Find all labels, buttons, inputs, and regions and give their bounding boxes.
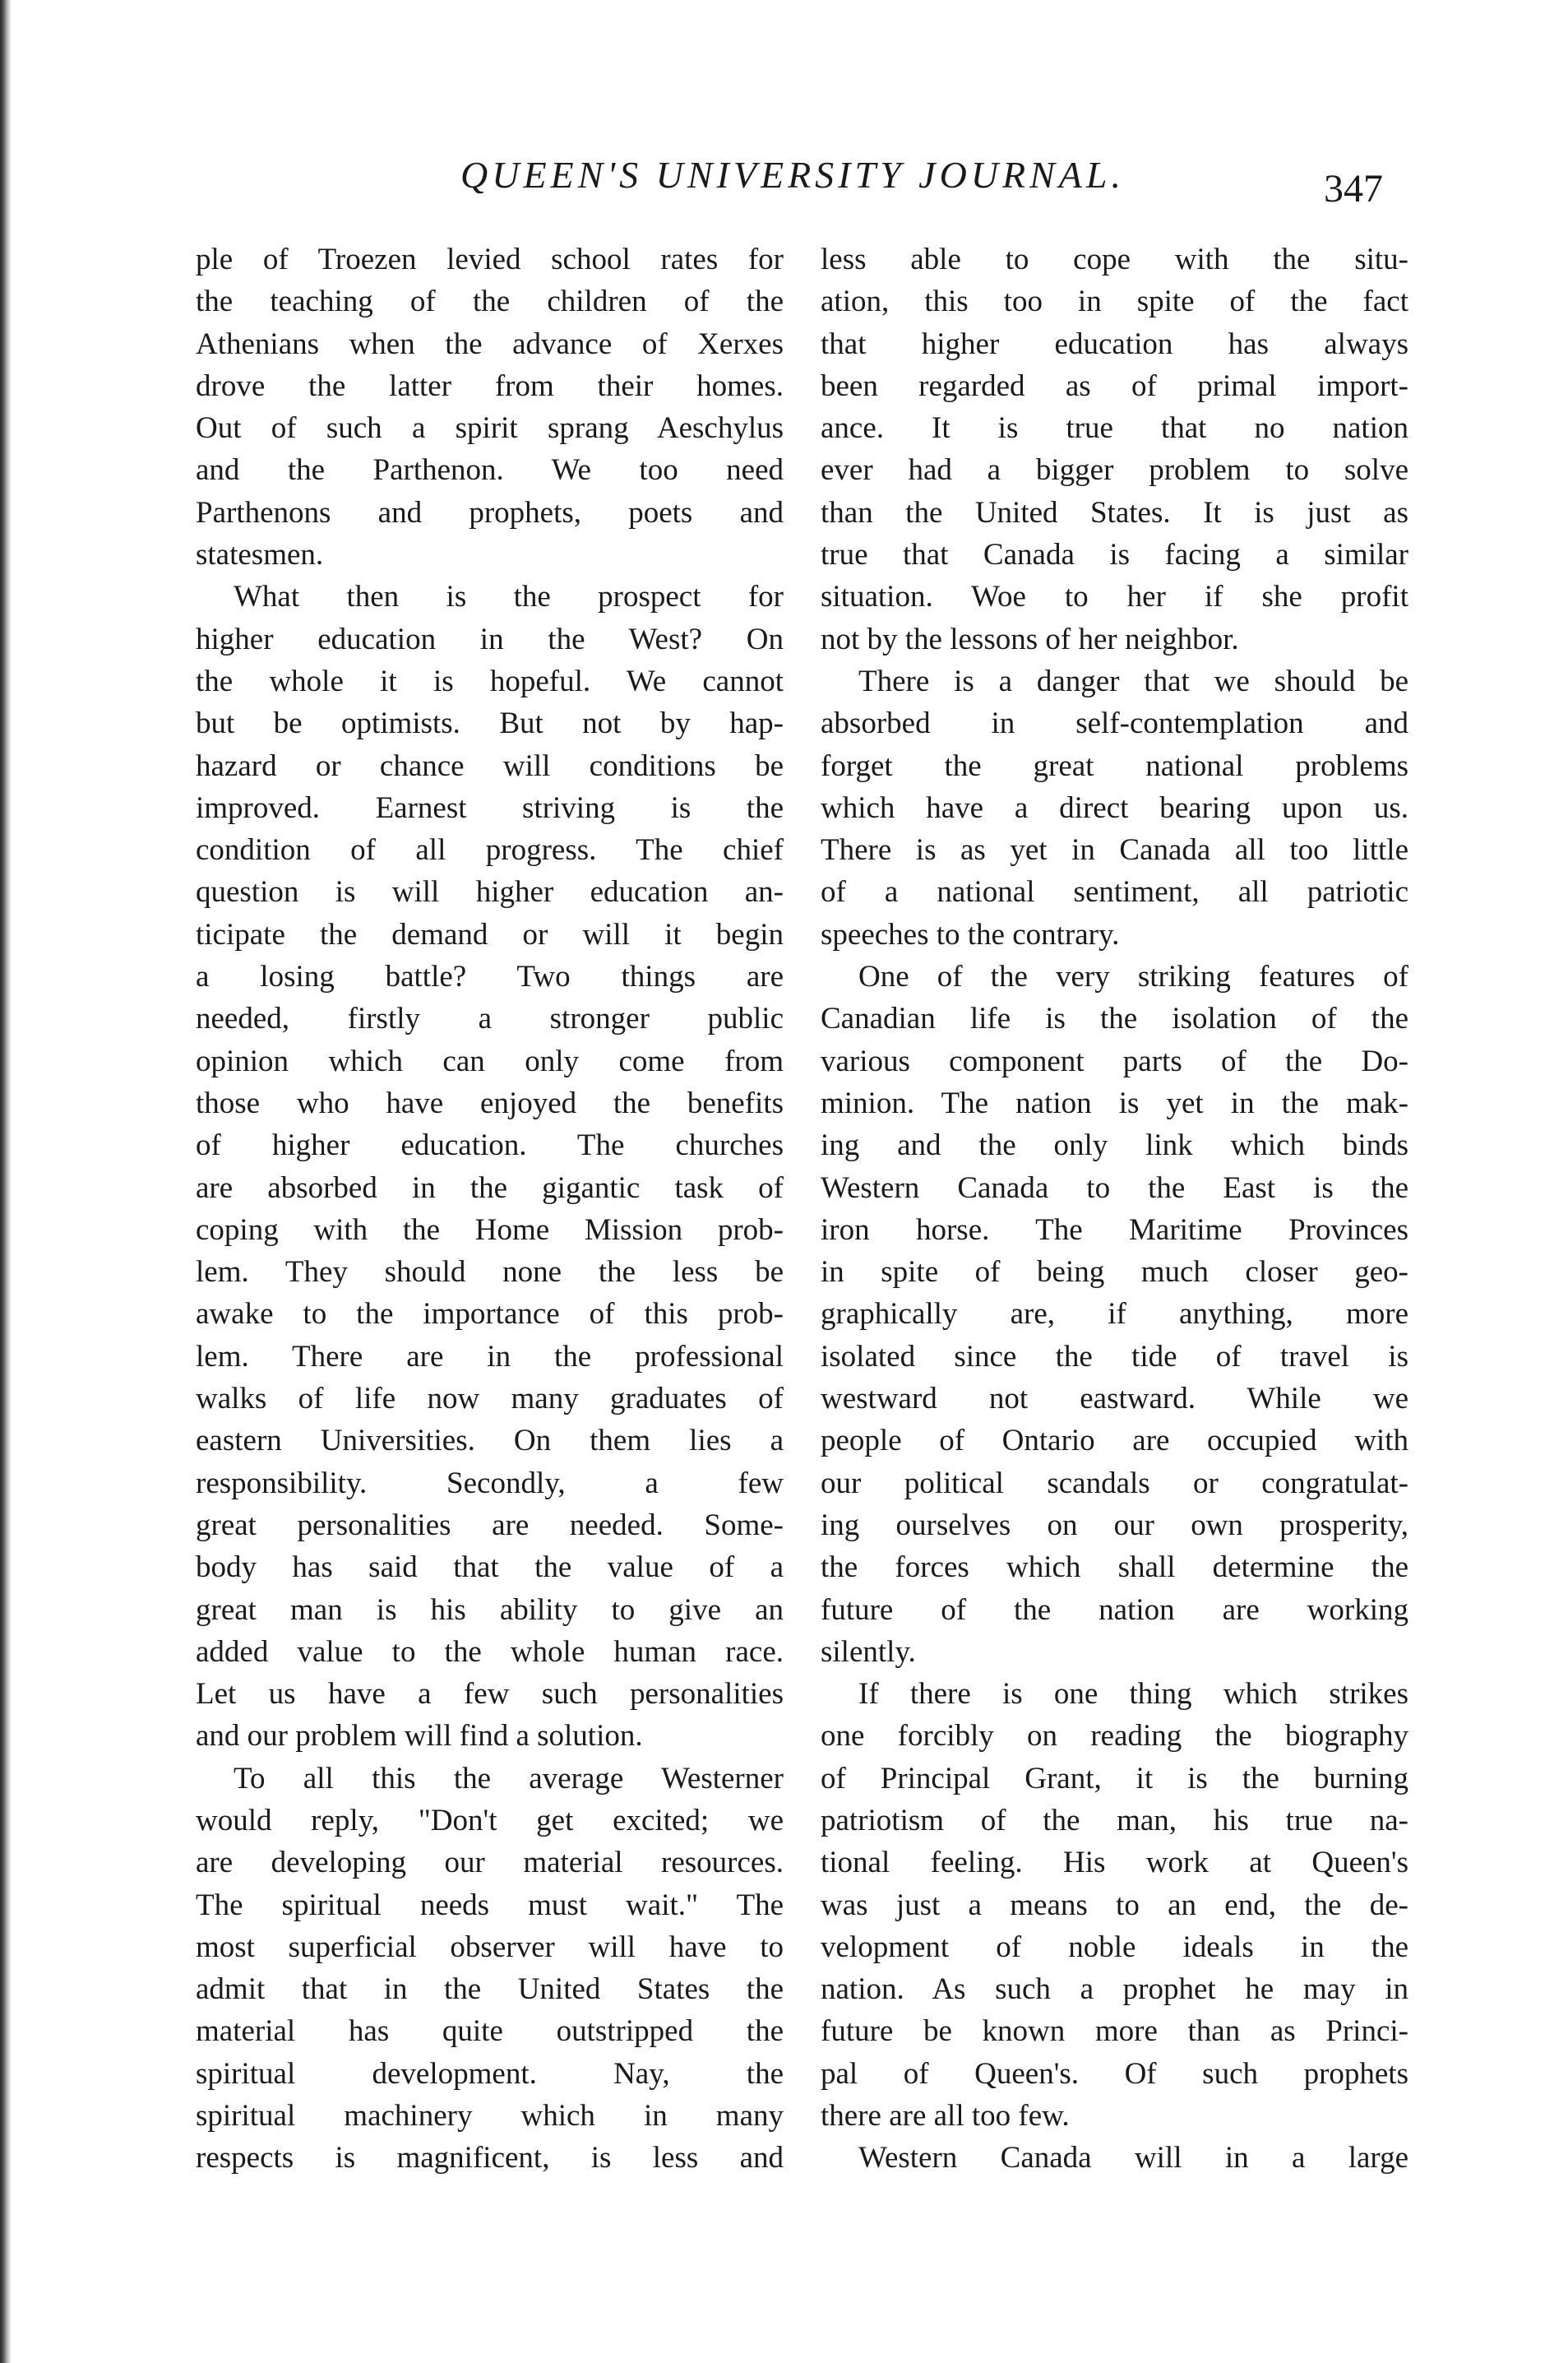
text-line: future of the nation are working	[821, 1592, 1408, 1627]
text-line: There is as yet in Canada all too little	[821, 833, 1408, 868]
text-line: Parthenons and prophets, poets and	[196, 495, 784, 530]
text-line: body has said that the value of a	[196, 1550, 784, 1585]
text-line: ance. It is true that no nation	[821, 411, 1408, 446]
text-line: nation. As such a prophet he may in	[821, 1972, 1408, 2007]
text-line: admit that in the United States the	[196, 1972, 784, 2007]
text-line: patriotism of the man, his true na-	[821, 1803, 1408, 1837]
text-line: would reply, "Don't get excited; we	[196, 1803, 784, 1837]
text-line: ing and the only link which binds	[821, 1128, 1408, 1163]
text-line: a losing battle? Two things are	[196, 960, 784, 994]
text-line: responsibility. Secondly, a few	[196, 1466, 784, 1500]
text-line: needed, firstly a stronger public	[196, 1002, 784, 1036]
text-line: There is a danger that we should be	[858, 664, 1408, 698]
text-line: minion. The nation is yet in the mak-	[821, 1086, 1408, 1120]
text-line: ation, this too in spite of the fact	[821, 285, 1408, 319]
text-line: than the United States. It is just as	[821, 495, 1408, 530]
text-line: various component parts of the Do-	[821, 1044, 1408, 1078]
text-line: not by the lessons of her neighbor.	[821, 622, 1239, 656]
text-line: Let us have a few such personalities	[196, 1677, 784, 1712]
text-line: isolated since the tide of travel is	[821, 1339, 1408, 1374]
text-line: The spiritual needs must wait." The	[196, 1888, 784, 1922]
text-line: less able to cope with the situ-	[821, 243, 1408, 276]
text-line: walks of life now many graduates of	[196, 1382, 784, 1416]
text-line: the whole it is hopeful. We cannot	[196, 664, 784, 698]
text-line: been regarded as of primal import-	[821, 368, 1408, 403]
text-line: What then is the prospect for	[234, 580, 784, 614]
text-line: eastern Universities. On them lies a	[196, 1424, 784, 1458]
text-line: silently.	[821, 1634, 916, 1669]
text-line: absorbed in self-contemplation and	[821, 707, 1408, 741]
text-line: speeches to the contrary.	[821, 917, 1120, 952]
text-line: situation. Woe to her if she profit	[821, 580, 1408, 614]
page-edge-shadow	[0, 0, 12, 2363]
text-line: those who have enjoyed the benefits	[196, 1086, 784, 1120]
text-line: of a national sentiment, all patriotic	[821, 875, 1408, 910]
text-line: hazard or chance will conditions be	[196, 748, 784, 783]
text-line: most superficial observer will have to	[196, 1930, 784, 1964]
text-line: improved. Earnest striving is the	[196, 790, 784, 825]
text-line: respects is magnificent, is less and	[196, 2141, 784, 2175]
text-line: To all this the average Westerner	[234, 1761, 784, 1795]
text-line: condition of all progress. The chief	[196, 833, 784, 868]
text-line: which have a direct bearing upon us.	[821, 790, 1408, 825]
text-line: If there is one thing which strikes	[858, 1677, 1408, 1712]
text-line: Athenians when the advance of Xerxes	[196, 327, 784, 361]
text-line: awake to the importance of this prob-	[196, 1297, 784, 1332]
right-text-column	[821, 239, 1408, 2180]
text-line: ing ourselves on our own prosperity,	[821, 1508, 1408, 1542]
text-line: Western Canada to the East is the	[821, 1170, 1408, 1205]
text-line: future be known more than as Princi-	[821, 2014, 1408, 2049]
text-line: coping with the Home Mission prob-	[196, 1212, 784, 1247]
text-line: tional feeling. His work at Queen's	[821, 1846, 1408, 1880]
page-number: 347	[1324, 167, 1383, 211]
text-line: One of the very striking features of	[858, 960, 1408, 994]
text-line: are absorbed in the gigantic task of	[196, 1170, 784, 1205]
text-line: added value to the whole human race.	[196, 1634, 784, 1669]
left-text-column	[196, 239, 784, 2180]
text-line: ticipate the demand or will it begin	[196, 917, 784, 952]
text-line: there are all too few.	[821, 2099, 1070, 2134]
text-line: material has quite outstripped the	[196, 2014, 784, 2049]
text-line: ever had a bigger problem to solve	[821, 453, 1408, 488]
text-line: our political scandals or congratulat-	[821, 1466, 1408, 1500]
text-line: and the Parthenon. We too need	[196, 453, 784, 488]
text-line: that higher education has always	[821, 327, 1408, 361]
text-line: great man is his ability to give an	[196, 1592, 784, 1627]
running-header	[0, 148, 1568, 214]
text-line: spiritual development. Nay, the	[196, 2056, 784, 2091]
text-line: Out of such a spirit sprang Aeschylus	[196, 411, 784, 446]
text-line: true that Canada is facing a similar	[821, 538, 1408, 572]
text-line: of Principal Grant, it is the burning	[821, 1761, 1408, 1795]
text-line: opinion which can only come from	[196, 1044, 784, 1078]
text-line: one forcibly on reading the biography	[821, 1719, 1408, 1754]
text-line: westward not eastward. While we	[821, 1382, 1408, 1416]
text-line: lem. There are in the professional	[196, 1339, 784, 1374]
text-line: in spite of being much closer geo-	[821, 1255, 1408, 1290]
text-line: graphically are, if anything, more	[821, 1297, 1408, 1332]
text-line: velopment of noble ideals in the	[821, 1930, 1408, 1964]
text-line: people of Ontario are occupied with	[821, 1424, 1408, 1458]
text-line: question is will higher education an-	[196, 875, 784, 910]
text-line: the teaching of the children of the	[196, 285, 784, 319]
text-line: iron horse. The Maritime Provinces	[821, 1212, 1408, 1247]
text-line: spiritual machinery which in many	[196, 2099, 784, 2134]
text-line: the forces which shall determine the	[821, 1550, 1408, 1585]
text-line: pal of Queen's. Of such prophets	[821, 2056, 1408, 2091]
text-line: and our problem will find a solution.	[196, 1719, 643, 1754]
text-line: was just a means to an end, the de-	[821, 1888, 1408, 1922]
text-line: Canadian life is the isolation of the	[821, 1002, 1408, 1036]
text-line: forget the great national problems	[821, 748, 1408, 783]
journal-title: QUEEN'S UNIVERSITY JOURNAL.	[460, 154, 1125, 196]
text-line: lem. They should none the less be	[196, 1255, 784, 1290]
text-line: ple of Troezen levied school rates for	[196, 243, 784, 276]
text-line: of higher education. The churches	[196, 1128, 784, 1163]
text-line: statesmen.	[196, 538, 324, 572]
text-line: drove the latter from their homes.	[196, 368, 784, 403]
text-line: higher education in the West? On	[196, 622, 784, 656]
text-line: great personalities are needed. Some-	[196, 1508, 784, 1542]
text-line: are developing our material resources.	[196, 1846, 784, 1880]
text-line: but be optimists. But not by hap-	[196, 707, 784, 741]
text-line: Western Canada will in a large	[858, 2141, 1408, 2175]
